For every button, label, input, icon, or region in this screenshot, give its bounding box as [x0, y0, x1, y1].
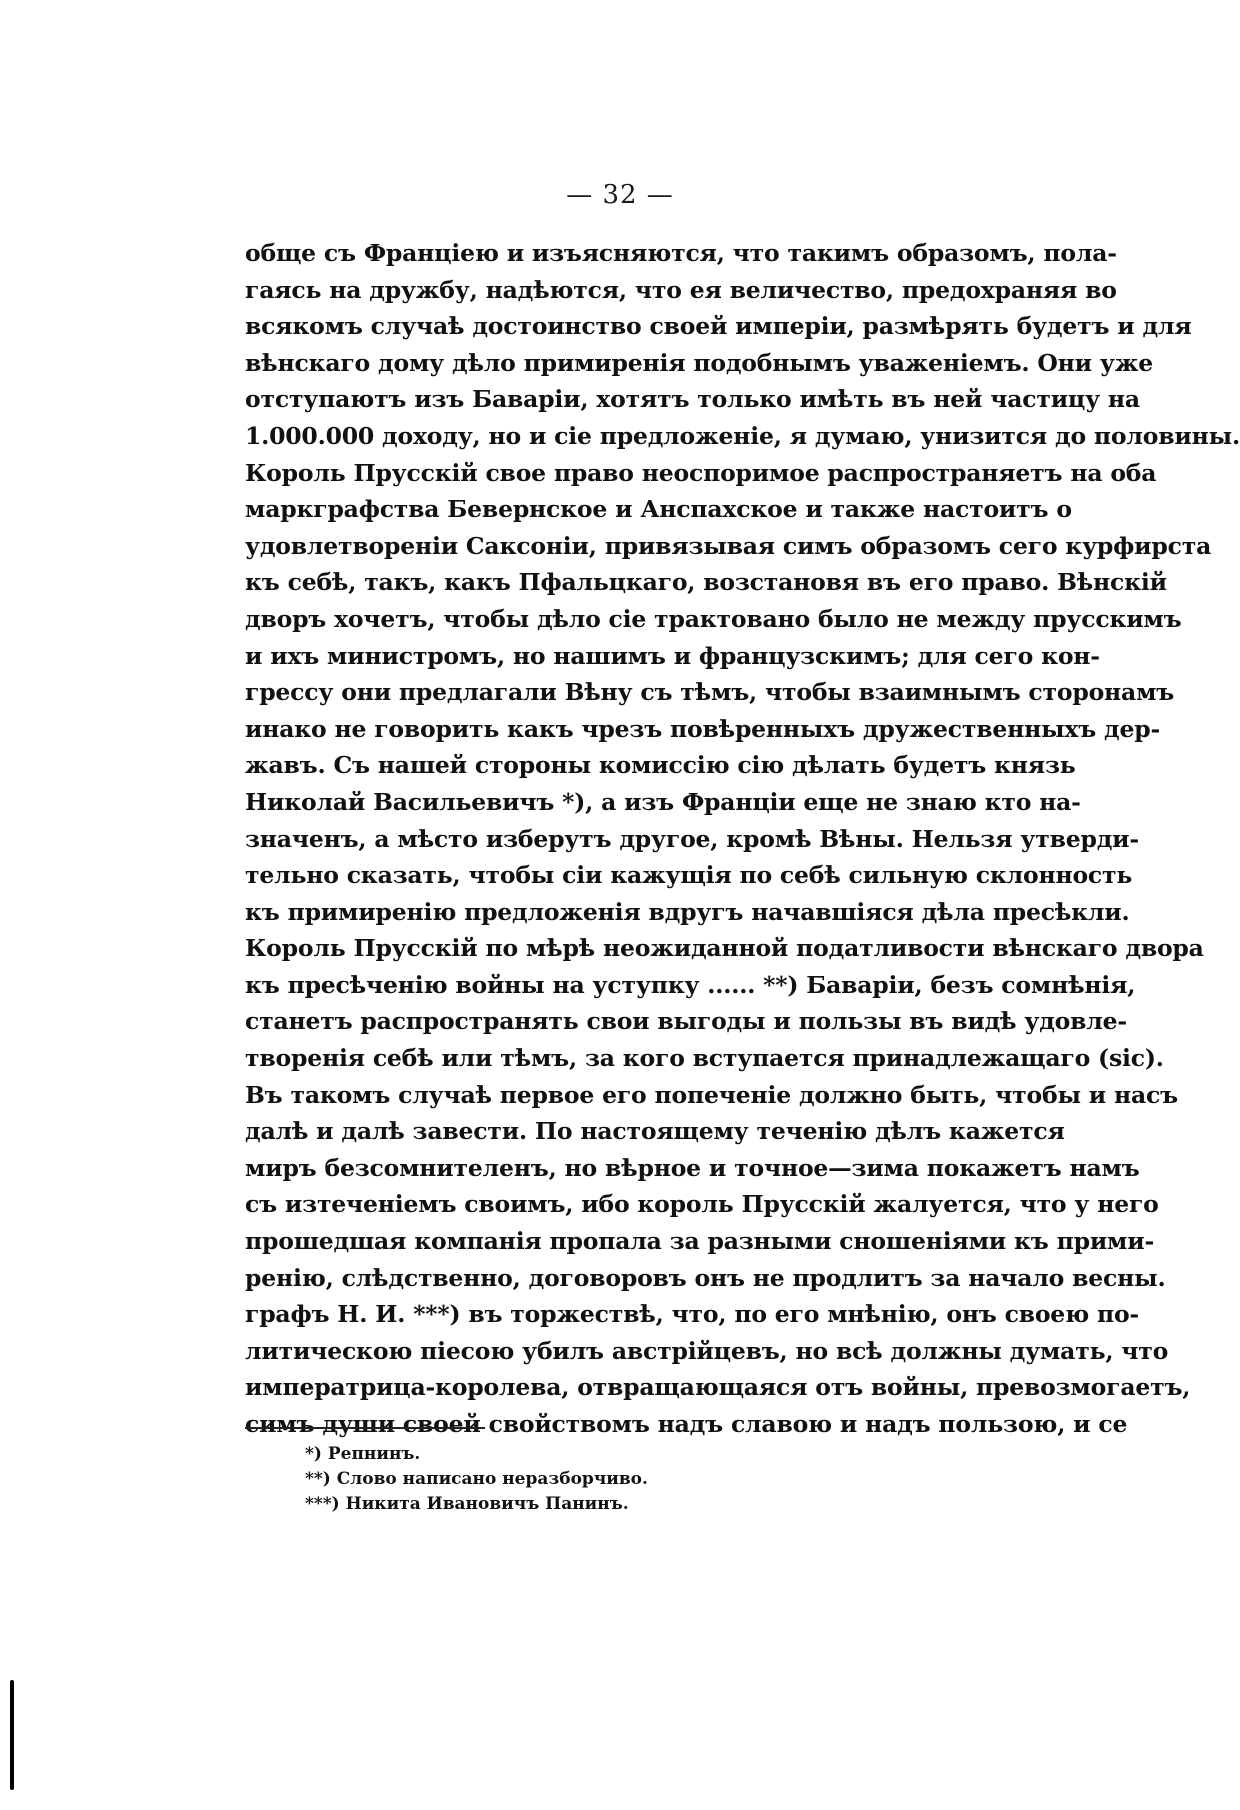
text-line: отступаютъ изъ Баваріи, хотятъ только имѣть въ ней частицу на [245, 385, 1140, 414]
text-line: грессу они предлагали Вѣну съ тѣмъ, чтобы взаимнымъ сторонамъ [245, 678, 1175, 707]
text-line: 1.000.000 доходу, но и сіе предложеніе, я думаю, унизится до половины. [245, 421, 1240, 450]
text-line: далѣ и далѣ завести. По настоящему теченію дѣлъ кажется [245, 1117, 1065, 1146]
margin-mark [10, 1680, 14, 1790]
text-line: симъ души своей свойствомъ надъ славою и надъ пользою, и се [245, 1410, 1128, 1438]
text-line: всякомъ случаѣ достоинство своей имперіи, размѣрять будетъ и для [245, 312, 1192, 341]
text-line: Король Прусскій по мѣрѣ неожиданной податливости вѣнскаго двора [245, 934, 1204, 963]
text-line: Король Прусскій свое право неоспоримое распространяетъ на оба [245, 458, 1157, 487]
text-line: значенъ, а мѣсто изберутъ другое, кромѣ Вѣны. Нельзя утверди- [245, 824, 1139, 853]
footnote: ***) Никита Ивановичъ Панинъ. [305, 1494, 629, 1514]
text-line: дворъ хочетъ, чтобы дѣло сіе трактовано было не между прусскимъ [245, 604, 1182, 633]
text-line: и ихъ министромъ, но нашимъ и французскимъ; для сего кон- [245, 641, 1100, 670]
text-line: миръ безсомнителенъ, но вѣрное и точное—зима покажетъ намъ [245, 1153, 1140, 1182]
text-line: къ пресѣченію войны на уступку ...... **) Баваріи, безъ сомнѣнія, [245, 970, 1136, 999]
text-line: прошедшая компанія пропала за разными сношеніями къ прими- [245, 1227, 1155, 1256]
text-line: жавъ. Съ нашей стороны комиссію сію дѣлать будетъ князь [245, 751, 1076, 780]
text-line: вѣнскаго дому дѣло примиренія подобнымъ уваженіемъ. Они уже [245, 348, 1153, 377]
text-line: къ себѣ, такъ, какъ Пфальцкаго, возстановя въ его право. Вѣнскій [245, 568, 1167, 597]
text-line: творенія себѣ или тѣмъ, за кого вступается принадлежащаго (sic). [245, 1044, 1164, 1073]
text-line: Николай Васильевичъ *), а изъ Франціи еще не знаю кто на- [245, 787, 1081, 816]
text-line: императрица-королева, отвращающаяся отъ войны, превозмогаетъ, [245, 1373, 1191, 1402]
text-line: тельно сказать, чтобы сіи кажущія по себѣ сильную склонность [245, 861, 1133, 890]
body-text [245, 235, 1240, 1443]
text-line: гаясь на дружбу, надѣются, что ея величество, предохраняя во [245, 275, 1117, 304]
text-line: Въ такомъ случаѣ первое его попеченіе должно быть, чтобы и насъ [245, 1080, 1178, 1109]
page-number: — 32 — [566, 180, 674, 210]
footnote: **) Слово написано неразборчиво. [305, 1469, 648, 1489]
footnote: *) Репнинъ. [305, 1444, 421, 1464]
text-line: литическою піесою убилъ австрійцевъ, но всѣ должны думать, что [245, 1336, 1169, 1365]
footnote-separator [245, 1427, 485, 1429]
text-line: обще съ Франціею и изъясняются, что такимъ образомъ, пола- [245, 239, 1117, 267]
text-line: удовлетвореніи Саксоніи, привязывая симъ образомъ сего курфирста [245, 531, 1212, 560]
text-line: графъ Н. И. ***) въ торжествѣ, что, по его мнѣнію, онъ своею по- [245, 1300, 1139, 1329]
text-line: съ изтеченіемъ своимъ, ибо король Прусскій жалуется, что у него [245, 1190, 1159, 1219]
text-line: инако не говорить какъ чрезъ повѣренныхъ дружественныхъ дер- [245, 714, 1161, 743]
text-line: къ примиренію предложенія вдругъ начавшіяся дѣла пресѣкли. [245, 897, 1130, 926]
footnotes [305, 1442, 1005, 1517]
text-line: маркграфства Бевернское и Анспахское и также настоитъ о [245, 495, 1072, 524]
text-line: ренію, слѣдственно, договоровъ онъ не продлитъ за начало весны. [245, 1263, 1166, 1292]
text-line: станетъ распространять свои выгоды и пользы въ видѣ удовле- [245, 1007, 1127, 1036]
